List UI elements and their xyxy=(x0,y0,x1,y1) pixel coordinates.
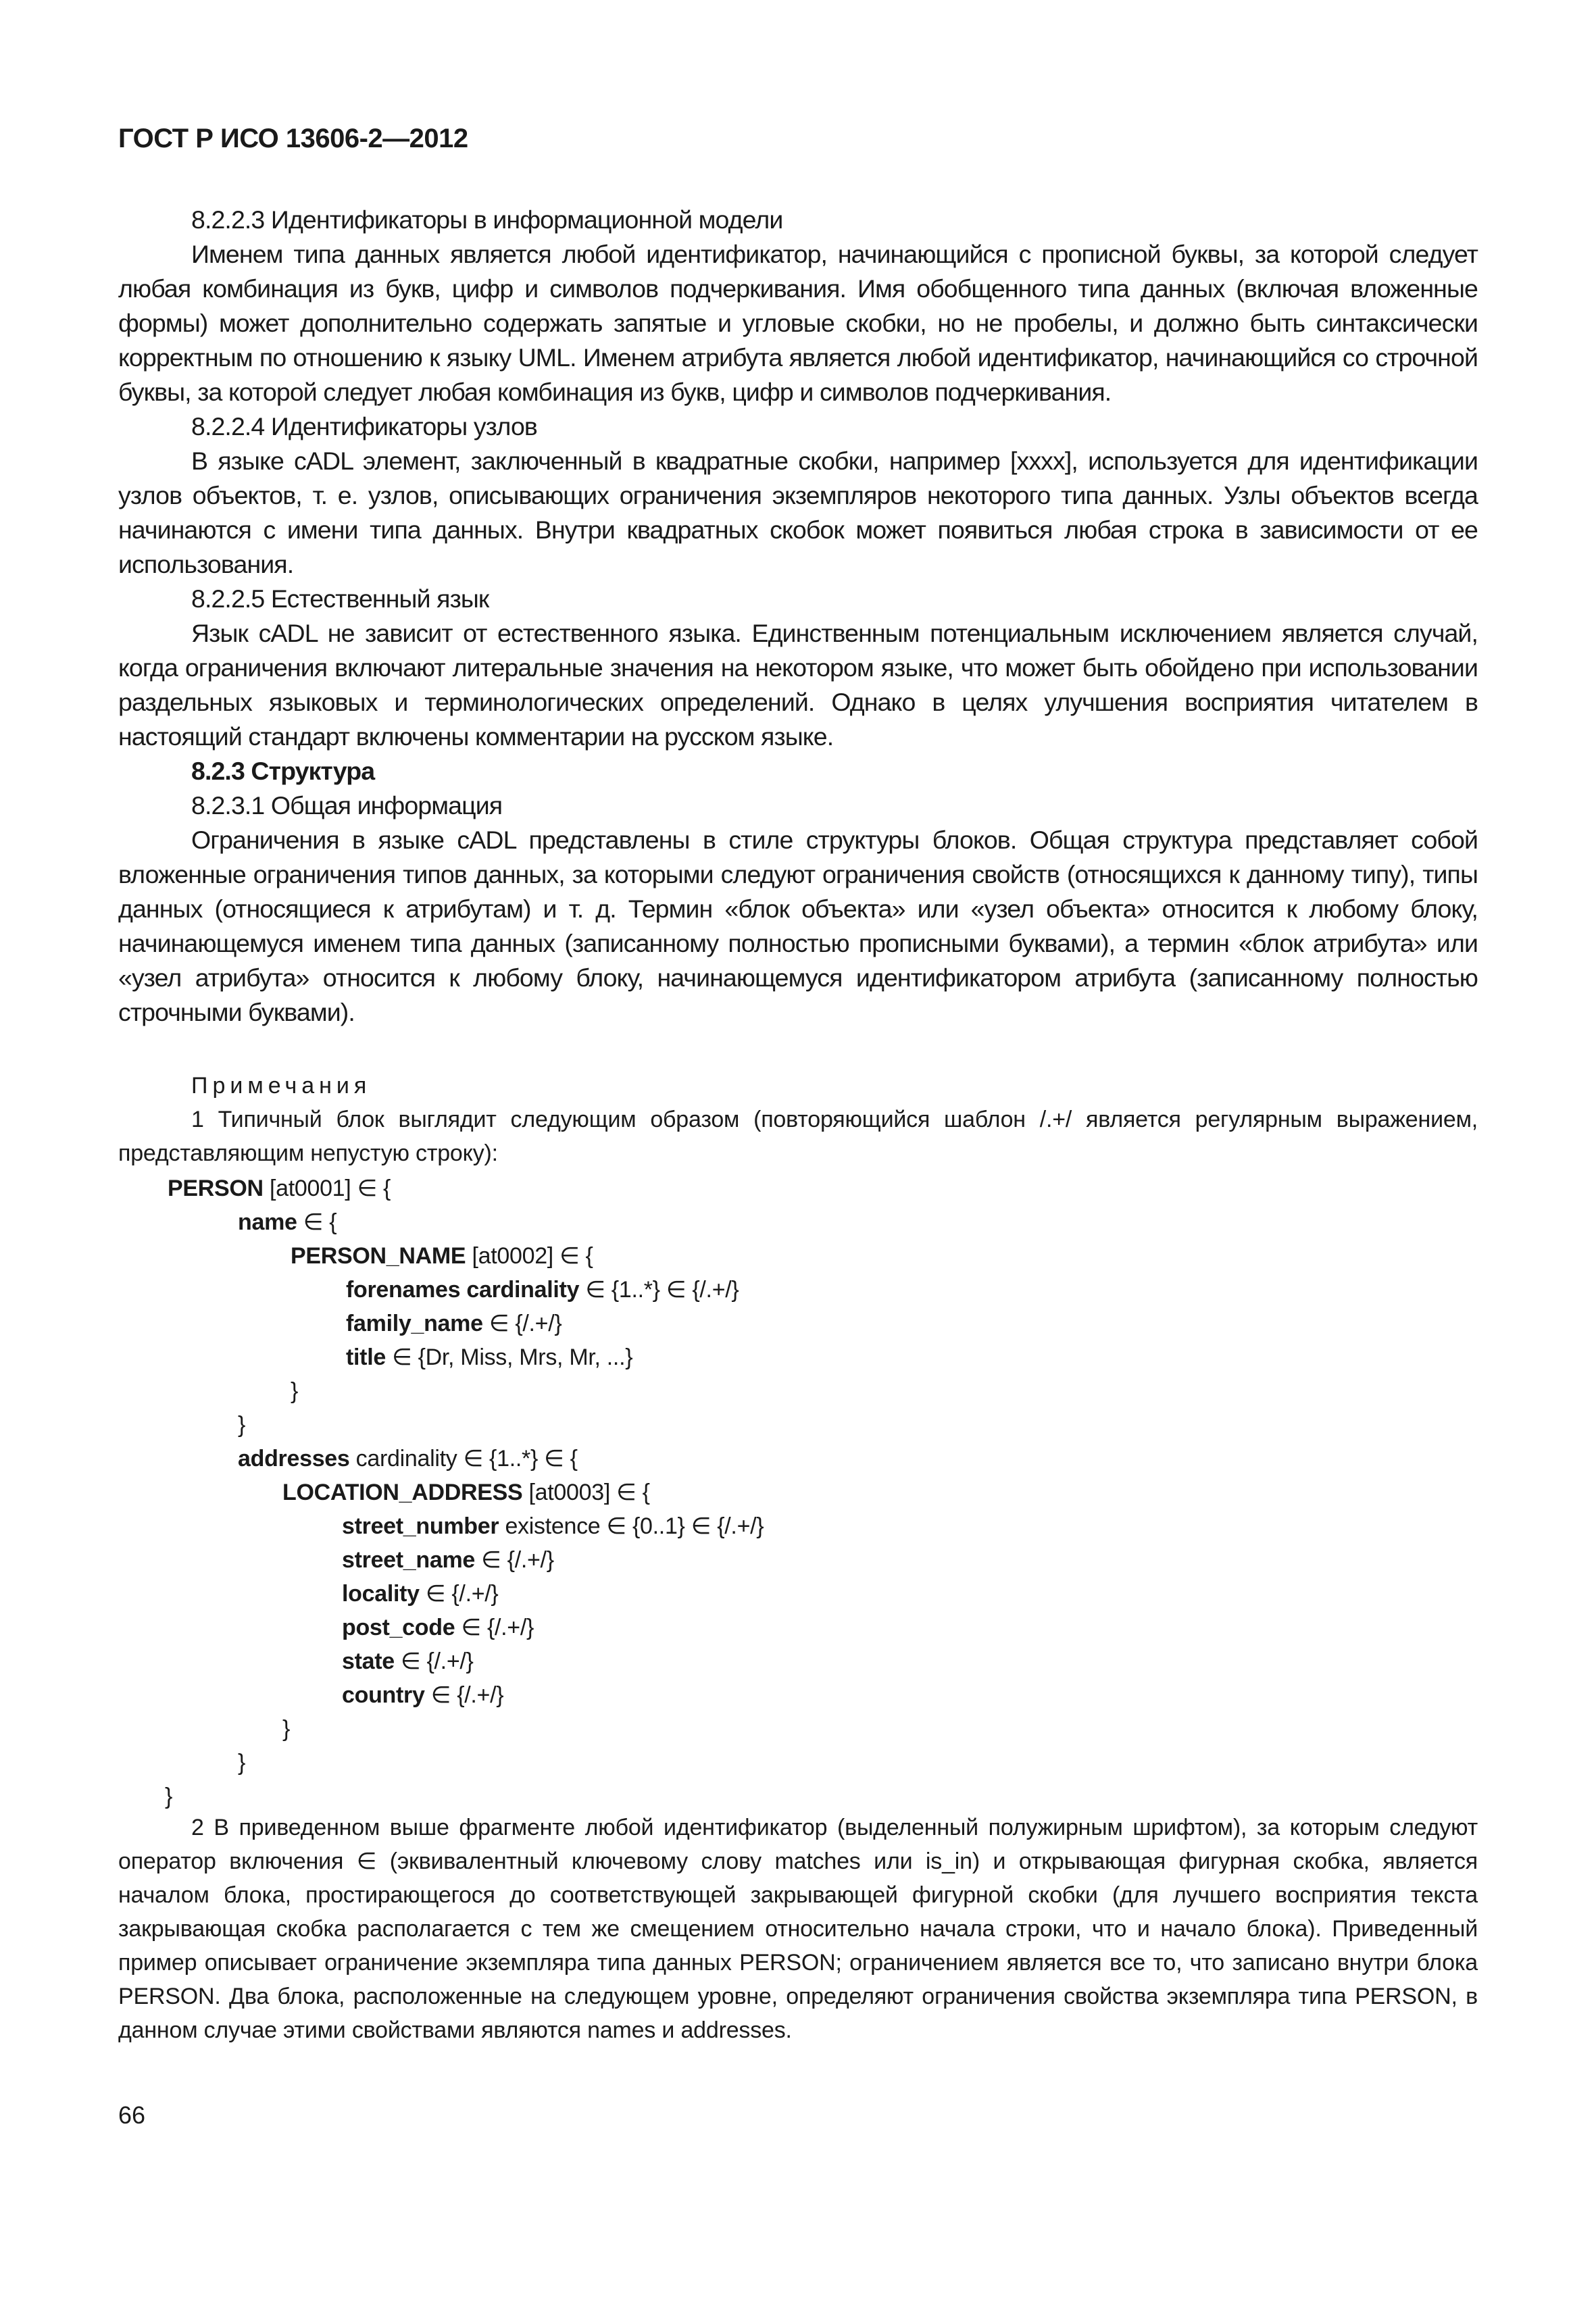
paragraph: Ограничения в языке cADL представлены в стиле структуры блоков. Общая структура представляет собой вложенные ограничения типов данных, за которыми следуют ограничения свойств (относящихся к данному типу), типы данных (относящиеся к атрибутам) и т. д. Термин «блок объекта» или «узел объекта» относится к любому блоку, начинающемуся именем типа данных (записанному полностью прописными буквами), а термин «блок атрибута» или «узел атрибута» относится к любому блоку, начинающемуся идентификатором атрибута (записанному полностью строчными буквами). xyxy=(118,826,1478,1026)
paragraph: Именем типа данных является любой идентификатор, начинающийся с прописной буквы, за которой следует любая комбинация из букв, цифр и символов подчеркивания. Имя обобщенного типа данных (включая вложенные формы) может дополнительно содержать запятые и угловые скобки, но не пробелы, и должно быть синтаксически корректным по отношению к языку UML. Именем атрибута является любой идентификатор, начинающийся со строчной буквы, за которой следует любая комбинация из букв, цифр и символов подчеркивания. xyxy=(118,240,1478,406)
section-heading: 8.2.3.1 Общая информация xyxy=(191,791,503,820)
page-number: 66 xyxy=(118,2101,146,2129)
section-heading: 8.2.2.4 Идентификаторы узлов xyxy=(191,412,537,441)
code-line: LOCATION_ADDRESS [at0003] ∈ { xyxy=(282,1480,650,1505)
section-heading: 8.2.2.3 Идентификаторы в информационной модели xyxy=(191,205,783,234)
paragraph: Язык cADL не зависит от естественного языка. Единственным потенциальным исключением является случай, когда ограничения включают литеральные значения на некотором языке, что может быть обойдено при использовании раздельных языковых и терминологических определений. Однако в целях улучшения восприятия читателем в настоящий стандарт включены комментарии на русском языке. xyxy=(118,619,1478,751)
code-line: } xyxy=(291,1378,299,1404)
body-text xyxy=(118,203,1478,1030)
code-line: } xyxy=(282,1716,291,1742)
note-2: 2 В приведенном выше фрагменте любой идентификатор (выделенный полужирным шрифтом), за которым следуют оператор включения ∈ (эквивалентный ключевому слову matches или is_in) и открывающая фигурная скобка, является началом блока, простирающегося до соответствующей закрывающей фигурной скобки (для лучшего восприятия текста закрывающая скобка располагается с тем же смещением относительно начала строки, что и начало блока). Приведенный пример описывает ограничение экземпляра типа данных PERSON; ограничением является все то, что записано внутри блока PERSON. Два блока, расположенные на следующем уровне, определяют ограничения свойства экземпляра типа PERSON, в данном случае этими свойствами являются names и addresses. xyxy=(118,1815,1478,2043)
code-line: PERSON_NAME [at0002] ∈ { xyxy=(291,1243,593,1269)
code-line: street_number existence ∈ {0..1} ∈ {/.+/} xyxy=(342,1513,764,1539)
notes-block xyxy=(118,1069,1478,1170)
code-line: } xyxy=(238,1750,246,1776)
notes-block-2 xyxy=(118,1811,1478,2047)
code-line: addresses cardinality ∈ {1..*} ∈ { xyxy=(238,1446,578,1472)
notes-title: Примечания xyxy=(191,1073,372,1099)
note-1: 1 Типичный блок выглядит следующим образом (повторяющийся шаблон /.+/ является регулярным выражением, представляющим непустую строку): xyxy=(118,1107,1478,1166)
code-line: family_name ∈ {/.+/} xyxy=(346,1311,562,1336)
code-line: forenames cardinality ∈ {1..*} ∈ {/.+/} xyxy=(346,1277,739,1303)
standard-header: ГОСТ Р ИСО 13606-2—2012 xyxy=(118,124,468,153)
code-line: post_code ∈ {/.+/} xyxy=(342,1615,534,1640)
code-line: street_name ∈ {/.+/} xyxy=(342,1547,554,1573)
code-line: PERSON [at0001] ∈ { xyxy=(168,1176,391,1201)
code-line: state ∈ {/.+/} xyxy=(342,1649,474,1674)
code-line: } xyxy=(238,1412,246,1438)
code-line: } xyxy=(165,1784,173,1809)
code-line: title ∈ {Dr, Miss, Mrs, Mr, ...} xyxy=(346,1344,633,1370)
code-line: locality ∈ {/.+/} xyxy=(342,1581,499,1607)
code-line: country ∈ {/.+/} xyxy=(342,1682,504,1708)
paragraph: В языке cADL элемент, заключенный в квадратные скобки, например [хххх], используется для идентификации узлов объектов, т. е. узлов, описывающих ограничения экземпляров некоторого типа данных. Узлы объектов всегда начинаются с имени типа данных. Внутри квадратных скобок может появиться любая строка в зависимости от ее использования. xyxy=(118,447,1478,578)
code-line: name ∈ { xyxy=(238,1209,337,1235)
section-heading-bold: 8.2.3 Структура xyxy=(191,757,375,785)
section-heading: 8.2.2.5 Естественный язык xyxy=(191,584,489,613)
